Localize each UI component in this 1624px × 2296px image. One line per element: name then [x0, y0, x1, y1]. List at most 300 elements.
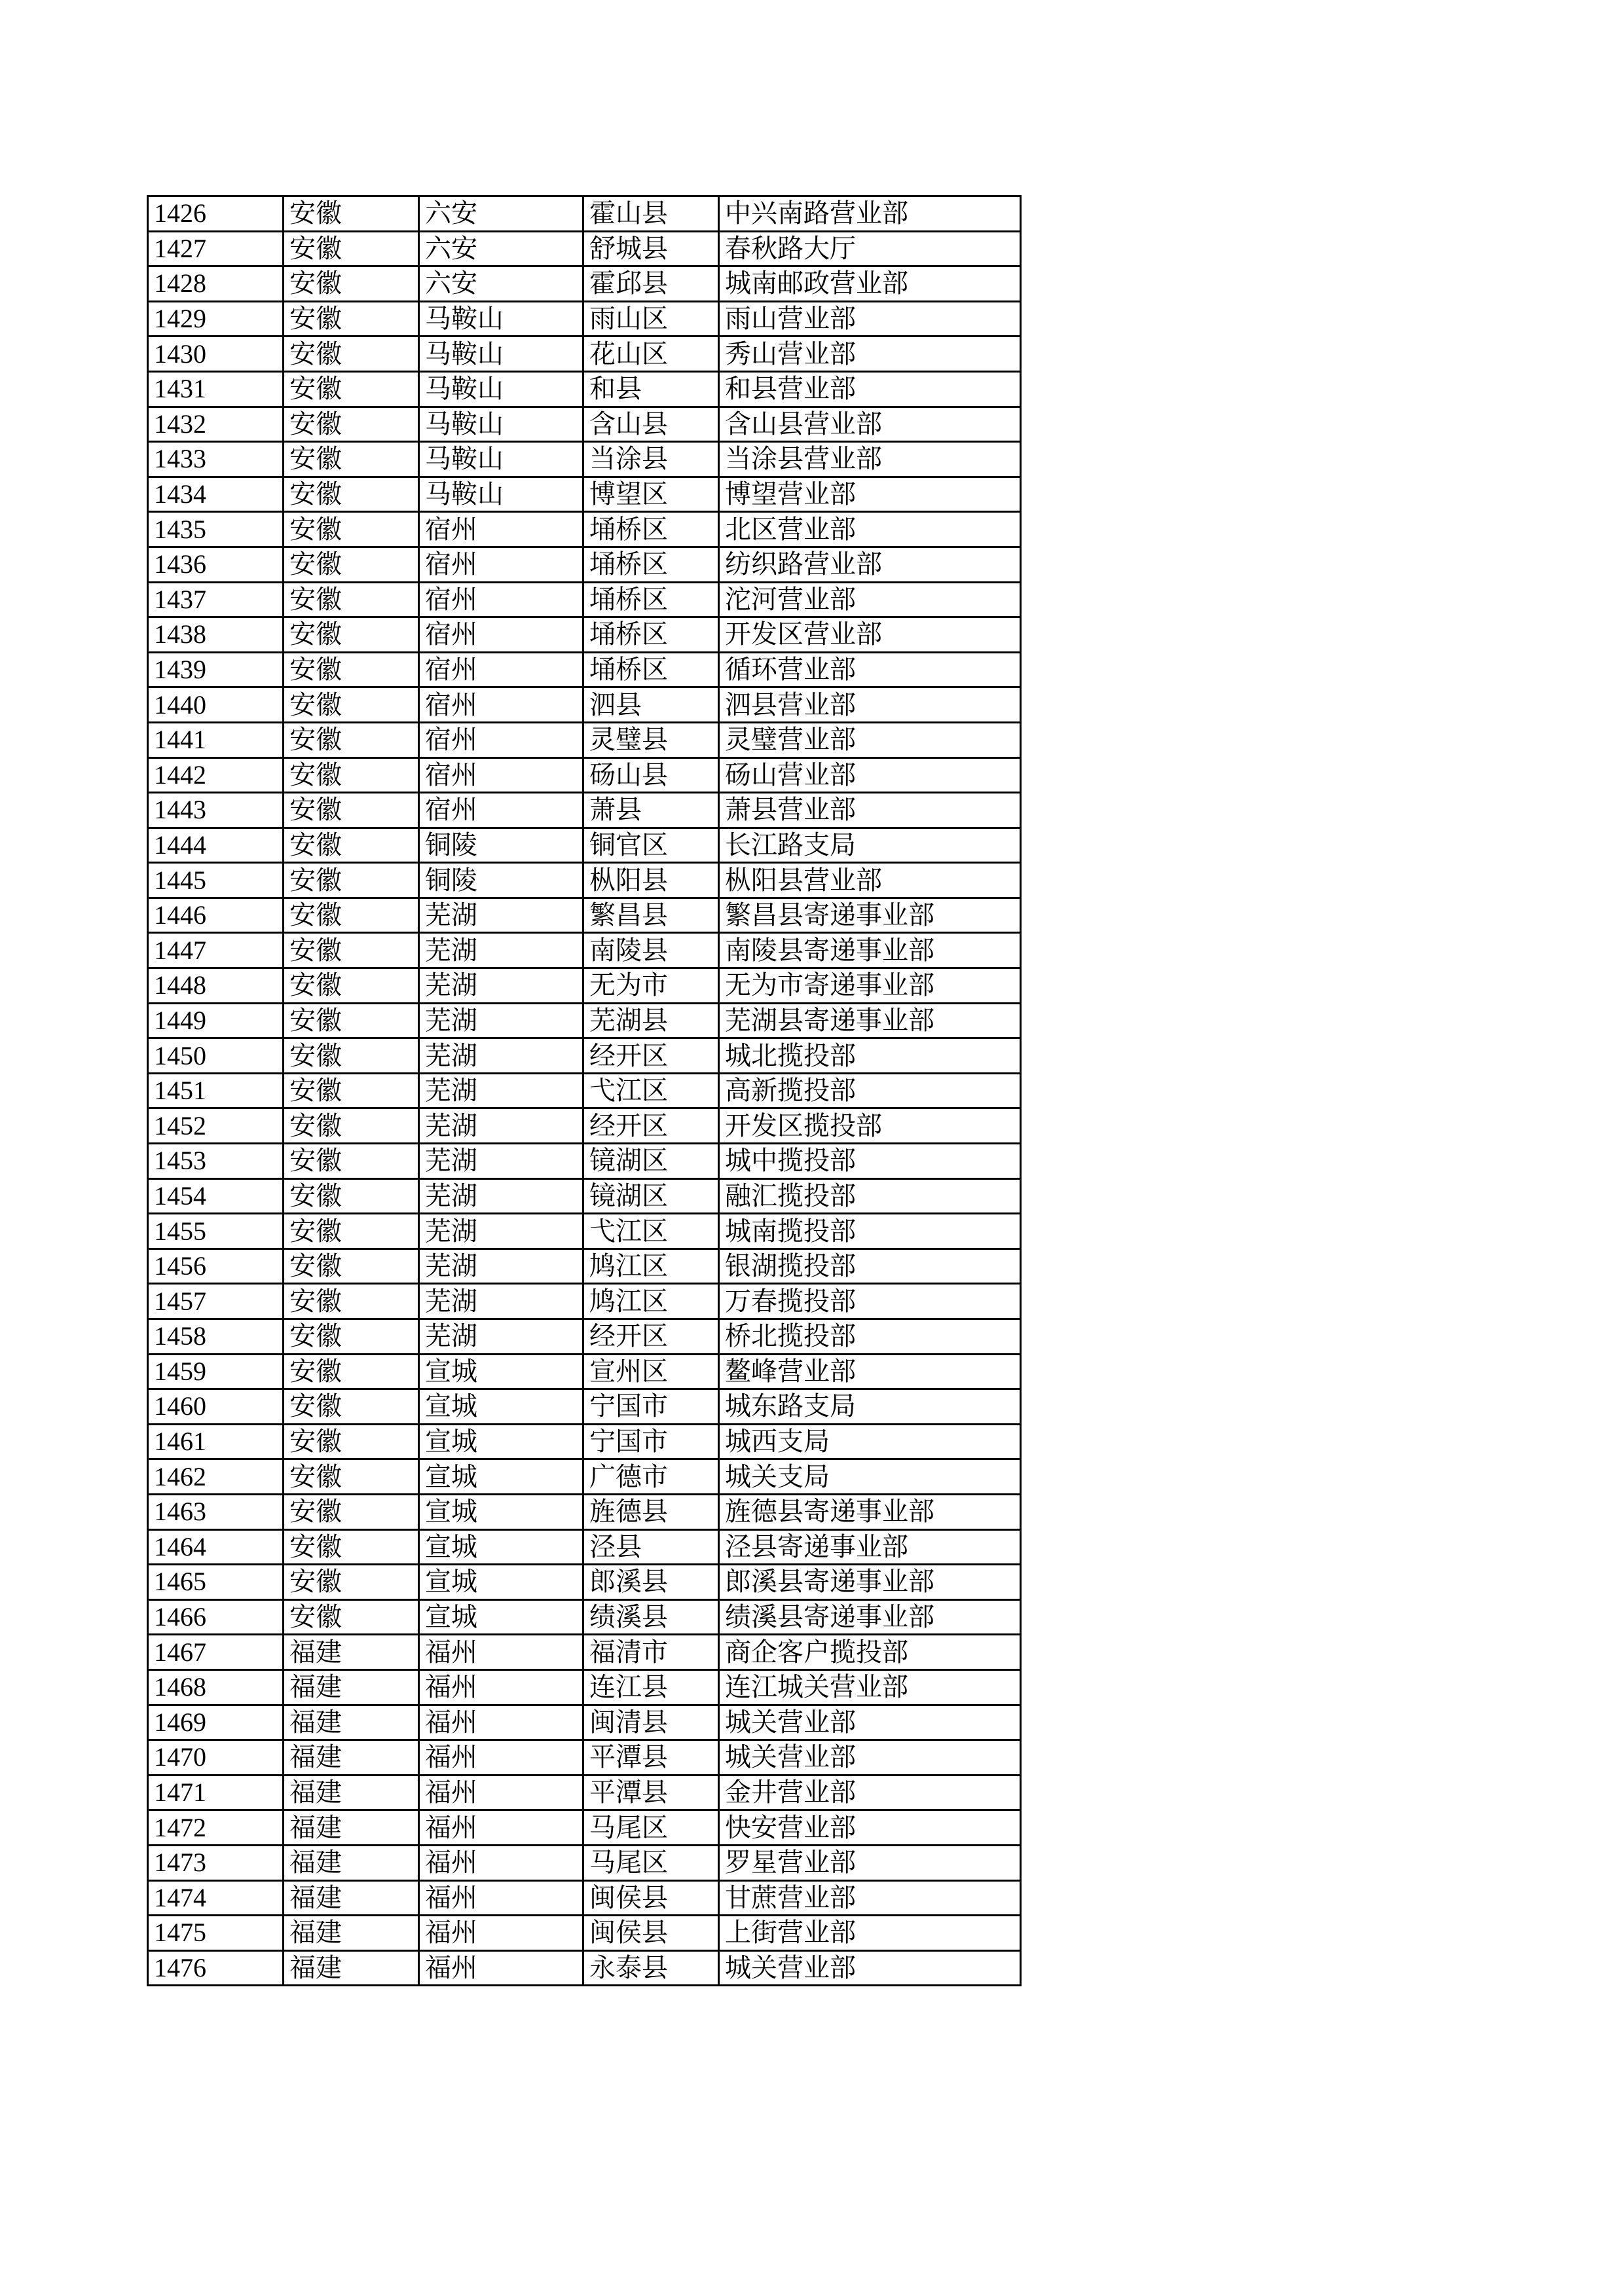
cell-province: 福建 [284, 1775, 419, 1810]
cell-city: 芜湖 [419, 1073, 583, 1108]
cell-number: 1438 [148, 617, 284, 653]
cell-office: 罗星营业部 [719, 1845, 1021, 1880]
cell-county: 经开区 [583, 1319, 719, 1355]
cell-office: 北区营业部 [719, 512, 1021, 547]
table-row [148, 1248, 1021, 1284]
cell-county: 南陵县 [583, 933, 719, 968]
cell-province: 安徽 [284, 266, 419, 302]
table-row [148, 547, 1021, 582]
cell-number: 1455 [148, 1214, 284, 1249]
cell-number: 1468 [148, 1669, 284, 1705]
cell-county: 宁国市 [583, 1424, 719, 1459]
table-row [148, 1950, 1021, 1986]
cell-office: 无为市寄递事业部 [719, 968, 1021, 1004]
cell-number: 1447 [148, 933, 284, 968]
cell-office: 旌德县寄递事业部 [719, 1494, 1021, 1529]
cell-city: 福州 [419, 1740, 583, 1776]
cell-number: 1458 [148, 1319, 284, 1355]
cell-office: 泾县寄递事业部 [719, 1529, 1021, 1565]
table-row [148, 1705, 1021, 1740]
cell-county: 旌德县 [583, 1494, 719, 1529]
cell-province: 安徽 [284, 863, 419, 898]
cell-office: 秀山营业部 [719, 337, 1021, 372]
cell-province: 安徽 [284, 898, 419, 933]
cell-county: 博望区 [583, 477, 719, 512]
cell-office: 开发区揽投部 [719, 1108, 1021, 1144]
table-row [148, 1284, 1021, 1319]
cell-county: 埇桥区 [583, 547, 719, 582]
cell-city: 福州 [419, 1880, 583, 1916]
cell-number: 1470 [148, 1740, 284, 1776]
cell-office: 高新揽投部 [719, 1073, 1021, 1108]
cell-province: 安徽 [284, 477, 419, 512]
cell-county: 灵璧县 [583, 722, 719, 757]
cell-office: 城中揽投部 [719, 1144, 1021, 1179]
cell-office: 循环营业部 [719, 652, 1021, 687]
cell-number: 1461 [148, 1424, 284, 1459]
cell-number: 1426 [148, 196, 284, 232]
table-row [148, 266, 1021, 302]
cell-number: 1429 [148, 301, 284, 337]
cell-county: 永泰县 [583, 1950, 719, 1986]
cell-province: 福建 [284, 1845, 419, 1880]
table-row [148, 1845, 1021, 1880]
cell-office: 泗县营业部 [719, 687, 1021, 723]
cell-province: 福建 [284, 1950, 419, 1986]
table-row [148, 231, 1021, 266]
cell-city: 六安 [419, 231, 583, 266]
table-row [148, 1880, 1021, 1916]
cell-number: 1467 [148, 1635, 284, 1670]
cell-number: 1457 [148, 1284, 284, 1319]
cell-city: 芜湖 [419, 1108, 583, 1144]
cell-province: 安徽 [284, 301, 419, 337]
cell-office: 银湖揽投部 [719, 1248, 1021, 1284]
cell-number: 1474 [148, 1880, 284, 1916]
table-row [148, 1635, 1021, 1670]
cell-number: 1439 [148, 652, 284, 687]
cell-city: 福州 [419, 1916, 583, 1951]
cell-city: 铜陵 [419, 828, 583, 863]
cell-number: 1459 [148, 1354, 284, 1389]
table-row [148, 828, 1021, 863]
cell-office: 南陵县寄递事业部 [719, 933, 1021, 968]
cell-city: 福州 [419, 1669, 583, 1705]
cell-county: 经开区 [583, 1038, 719, 1074]
cell-province: 安徽 [284, 1494, 419, 1529]
cell-province: 安徽 [284, 1073, 419, 1108]
cell-office: 连江城关营业部 [719, 1669, 1021, 1705]
cell-city: 宿州 [419, 687, 583, 723]
cell-province: 安徽 [284, 757, 419, 793]
cell-city: 宿州 [419, 722, 583, 757]
cell-office: 城关支局 [719, 1459, 1021, 1495]
cell-office: 甘蔗营业部 [719, 1880, 1021, 1916]
cell-city: 福州 [419, 1950, 583, 1986]
table-row [148, 1144, 1021, 1179]
cell-number: 1475 [148, 1916, 284, 1951]
cell-province: 福建 [284, 1810, 419, 1846]
cell-province: 安徽 [284, 1389, 419, 1425]
table-row [148, 1319, 1021, 1355]
cell-province: 安徽 [284, 1529, 419, 1565]
cell-office: 雨山营业部 [719, 301, 1021, 337]
cell-office: 含山县营业部 [719, 407, 1021, 442]
cell-number: 1434 [148, 477, 284, 512]
cell-number: 1465 [148, 1565, 284, 1600]
cell-province: 安徽 [284, 547, 419, 582]
cell-office: 城北揽投部 [719, 1038, 1021, 1074]
cell-province: 安徽 [284, 1038, 419, 1074]
cell-province: 安徽 [284, 1248, 419, 1284]
cell-county: 平潭县 [583, 1740, 719, 1776]
cell-county: 闽侯县 [583, 1916, 719, 1951]
cell-county: 埇桥区 [583, 512, 719, 547]
cell-number: 1472 [148, 1810, 284, 1846]
table-row [148, 1810, 1021, 1846]
cell-office: 鳌峰营业部 [719, 1354, 1021, 1389]
cell-province: 福建 [284, 1740, 419, 1776]
cell-office: 桥北揽投部 [719, 1319, 1021, 1355]
cell-county: 芜湖县 [583, 1003, 719, 1038]
cell-number: 1430 [148, 337, 284, 372]
cell-province: 安徽 [284, 1003, 419, 1038]
cell-number: 1435 [148, 512, 284, 547]
cell-province: 安徽 [284, 1319, 419, 1355]
cell-number: 1440 [148, 687, 284, 723]
cell-office: 郎溪县寄递事业部 [719, 1565, 1021, 1600]
table-row [148, 863, 1021, 898]
cell-number: 1466 [148, 1599, 284, 1635]
cell-city: 六安 [419, 196, 583, 232]
cell-county: 埇桥区 [583, 617, 719, 653]
table-row [148, 371, 1021, 407]
table-row [148, 1529, 1021, 1565]
cell-county: 弋江区 [583, 1214, 719, 1249]
cell-office: 枞阳县营业部 [719, 863, 1021, 898]
cell-number: 1454 [148, 1178, 284, 1214]
cell-office: 城关营业部 [719, 1950, 1021, 1986]
cell-county: 马尾区 [583, 1810, 719, 1846]
cell-number: 1431 [148, 371, 284, 407]
cell-number: 1463 [148, 1494, 284, 1529]
cell-province: 安徽 [284, 231, 419, 266]
cell-number: 1443 [148, 793, 284, 828]
cell-county: 繁昌县 [583, 898, 719, 933]
cell-number: 1450 [148, 1038, 284, 1074]
cell-county: 霍山县 [583, 196, 719, 232]
cell-office: 和县营业部 [719, 371, 1021, 407]
cell-number: 1448 [148, 968, 284, 1004]
cell-city: 六安 [419, 266, 583, 302]
cell-province: 安徽 [284, 1178, 419, 1214]
cell-office: 萧县营业部 [719, 793, 1021, 828]
cell-city: 宣城 [419, 1529, 583, 1565]
cell-office: 金井营业部 [719, 1775, 1021, 1810]
cell-city: 芜湖 [419, 1178, 583, 1214]
cell-county: 砀山县 [583, 757, 719, 793]
table-row [148, 337, 1021, 372]
cell-county: 镜湖区 [583, 1178, 719, 1214]
cell-county: 马尾区 [583, 1845, 719, 1880]
table-row [148, 1424, 1021, 1459]
cell-province: 安徽 [284, 1565, 419, 1600]
table-row [148, 1389, 1021, 1425]
cell-city: 宿州 [419, 757, 583, 793]
cell-county: 广德市 [583, 1459, 719, 1495]
cell-city: 芜湖 [419, 1319, 583, 1355]
cell-province: 安徽 [284, 652, 419, 687]
table-row [148, 442, 1021, 477]
cell-province: 安徽 [284, 407, 419, 442]
cell-number: 1462 [148, 1459, 284, 1495]
cell-county: 镜湖区 [583, 1144, 719, 1179]
table-row [148, 1565, 1021, 1600]
cell-province: 安徽 [284, 828, 419, 863]
cell-number: 1427 [148, 231, 284, 266]
table-row [148, 1599, 1021, 1635]
cell-county: 鸠江区 [583, 1284, 719, 1319]
table-row [148, 1214, 1021, 1249]
cell-province: 福建 [284, 1916, 419, 1951]
cell-office: 绩溪县寄递事业部 [719, 1599, 1021, 1635]
cell-city: 芜湖 [419, 1038, 583, 1074]
cell-county: 花山区 [583, 337, 719, 372]
cell-county: 平潭县 [583, 1775, 719, 1810]
cell-office: 砀山营业部 [719, 757, 1021, 793]
cell-city: 宿州 [419, 582, 583, 617]
cell-province: 福建 [284, 1880, 419, 1916]
cell-number: 1471 [148, 1775, 284, 1810]
cell-number: 1445 [148, 863, 284, 898]
cell-office: 融汇揽投部 [719, 1178, 1021, 1214]
cell-office: 城西支局 [719, 1424, 1021, 1459]
cell-office: 开发区营业部 [719, 617, 1021, 653]
cell-province: 安徽 [284, 1214, 419, 1249]
cell-office: 长江路支局 [719, 828, 1021, 863]
cell-city: 芜湖 [419, 933, 583, 968]
cell-province: 安徽 [284, 196, 419, 232]
cell-city: 芜湖 [419, 1003, 583, 1038]
table-row [148, 1073, 1021, 1108]
cell-city: 宣城 [419, 1389, 583, 1425]
cell-city: 宿州 [419, 617, 583, 653]
cell-county: 含山县 [583, 407, 719, 442]
cell-number: 1432 [148, 407, 284, 442]
cell-number: 1446 [148, 898, 284, 933]
cell-county: 枞阳县 [583, 863, 719, 898]
cell-county: 宣州区 [583, 1354, 719, 1389]
table-row [148, 1740, 1021, 1776]
cell-city: 福州 [419, 1845, 583, 1880]
cell-number: 1476 [148, 1950, 284, 1986]
cell-number: 1456 [148, 1248, 284, 1284]
cell-city: 马鞍山 [419, 371, 583, 407]
cell-office: 上街营业部 [719, 1916, 1021, 1951]
cell-city: 宣城 [419, 1565, 583, 1600]
table-row [148, 757, 1021, 793]
cell-city: 芜湖 [419, 1214, 583, 1249]
cell-province: 安徽 [284, 442, 419, 477]
cell-office: 城南揽投部 [719, 1214, 1021, 1249]
cell-number: 1441 [148, 722, 284, 757]
table-body [148, 196, 1021, 1986]
table-row [148, 1669, 1021, 1705]
cell-county: 萧县 [583, 793, 719, 828]
cell-city: 芜湖 [419, 1248, 583, 1284]
table-row [148, 1038, 1021, 1074]
cell-number: 1449 [148, 1003, 284, 1038]
cell-county: 郎溪县 [583, 1565, 719, 1600]
cell-city: 铜陵 [419, 863, 583, 898]
table-row [148, 793, 1021, 828]
cell-county: 舒城县 [583, 231, 719, 266]
cell-number: 1437 [148, 582, 284, 617]
cell-number: 1473 [148, 1845, 284, 1880]
cell-province: 安徽 [284, 1144, 419, 1179]
cell-province: 安徽 [284, 582, 419, 617]
cell-office: 万春揽投部 [719, 1284, 1021, 1319]
cell-county: 和县 [583, 371, 719, 407]
cell-county: 弋江区 [583, 1073, 719, 1108]
cell-county: 经开区 [583, 1108, 719, 1144]
table-row [148, 1354, 1021, 1389]
cell-city: 芜湖 [419, 898, 583, 933]
cell-office: 城南邮政营业部 [719, 266, 1021, 302]
cell-county: 泗县 [583, 687, 719, 723]
cell-city: 马鞍山 [419, 442, 583, 477]
cell-county: 无为市 [583, 968, 719, 1004]
cell-office: 城关营业部 [719, 1705, 1021, 1740]
table-row [148, 407, 1021, 442]
cell-office: 沱河营业部 [719, 582, 1021, 617]
cell-province: 福建 [284, 1635, 419, 1670]
cell-office: 芜湖县寄递事业部 [719, 1003, 1021, 1038]
cell-city: 福州 [419, 1705, 583, 1740]
cell-office: 繁昌县寄递事业部 [719, 898, 1021, 933]
cell-number: 1433 [148, 442, 284, 477]
cell-office: 博望营业部 [719, 477, 1021, 512]
cell-county: 鸠江区 [583, 1248, 719, 1284]
table-row [148, 1775, 1021, 1810]
cell-province: 安徽 [284, 617, 419, 653]
cell-province: 安徽 [284, 1459, 419, 1495]
table-row [148, 1108, 1021, 1144]
table-row [148, 898, 1021, 933]
cell-office: 快安营业部 [719, 1810, 1021, 1846]
cell-city: 福州 [419, 1810, 583, 1846]
cell-county: 埇桥区 [583, 652, 719, 687]
cell-office: 商企客户揽投部 [719, 1635, 1021, 1670]
cell-office: 城关营业部 [719, 1740, 1021, 1776]
cell-city: 宿州 [419, 652, 583, 687]
cell-province: 福建 [284, 1705, 419, 1740]
cell-office: 灵璧营业部 [719, 722, 1021, 757]
cell-city: 宿州 [419, 512, 583, 547]
table-row [148, 933, 1021, 968]
cell-office: 中兴南路营业部 [719, 196, 1021, 232]
table-row [148, 1494, 1021, 1529]
cell-county: 闽清县 [583, 1705, 719, 1740]
cell-office: 城东路支局 [719, 1389, 1021, 1425]
table-row [148, 687, 1021, 723]
cell-county: 绩溪县 [583, 1599, 719, 1635]
cell-city: 宣城 [419, 1354, 583, 1389]
cell-county: 雨山区 [583, 301, 719, 337]
cell-city: 马鞍山 [419, 337, 583, 372]
table-row [148, 582, 1021, 617]
cell-province: 安徽 [284, 722, 419, 757]
cell-city: 芜湖 [419, 1144, 583, 1179]
cell-county: 福清市 [583, 1635, 719, 1670]
cell-province: 安徽 [284, 512, 419, 547]
table-row [148, 512, 1021, 547]
cell-county: 铜官区 [583, 828, 719, 863]
cell-county: 埇桥区 [583, 582, 719, 617]
cell-city: 马鞍山 [419, 407, 583, 442]
cell-province: 安徽 [284, 1284, 419, 1319]
cell-city: 福州 [419, 1635, 583, 1670]
table-row [148, 1459, 1021, 1495]
cell-number: 1464 [148, 1529, 284, 1565]
table-row [148, 196, 1021, 232]
cell-city: 宣城 [419, 1424, 583, 1459]
cell-province: 福建 [284, 1669, 419, 1705]
table-row [148, 1178, 1021, 1214]
cell-province: 安徽 [284, 337, 419, 372]
cell-city: 马鞍山 [419, 477, 583, 512]
cell-city: 芜湖 [419, 1284, 583, 1319]
table-row [148, 722, 1021, 757]
cell-number: 1452 [148, 1108, 284, 1144]
table-row [148, 617, 1021, 653]
cell-province: 安徽 [284, 968, 419, 1004]
cell-county: 泾县 [583, 1529, 719, 1565]
cell-county: 当涂县 [583, 442, 719, 477]
cell-number: 1453 [148, 1144, 284, 1179]
cell-county: 闽侯县 [583, 1880, 719, 1916]
cell-province: 安徽 [284, 933, 419, 968]
cell-city: 宣城 [419, 1459, 583, 1495]
cell-city: 宣城 [419, 1494, 583, 1529]
cell-county: 连江县 [583, 1669, 719, 1705]
cell-number: 1460 [148, 1389, 284, 1425]
cell-province: 安徽 [284, 1108, 419, 1144]
table-row [148, 301, 1021, 337]
cell-county: 宁国市 [583, 1389, 719, 1425]
cell-number: 1428 [148, 266, 284, 302]
cell-province: 安徽 [284, 1599, 419, 1635]
cell-province: 安徽 [284, 371, 419, 407]
cell-number: 1444 [148, 828, 284, 863]
cell-number: 1442 [148, 757, 284, 793]
table-row [148, 1916, 1021, 1951]
cell-province: 安徽 [284, 1424, 419, 1459]
cell-city: 宿州 [419, 547, 583, 582]
cell-county: 霍邱县 [583, 266, 719, 302]
table-row [148, 652, 1021, 687]
cell-city: 宣城 [419, 1599, 583, 1635]
cell-city: 马鞍山 [419, 301, 583, 337]
cell-office: 纺织路营业部 [719, 547, 1021, 582]
cell-province: 安徽 [284, 687, 419, 723]
cell-city: 福州 [419, 1775, 583, 1810]
data-table [147, 195, 1022, 1986]
cell-city: 宿州 [419, 793, 583, 828]
cell-number: 1451 [148, 1073, 284, 1108]
table-row [148, 968, 1021, 1004]
cell-province: 安徽 [284, 793, 419, 828]
